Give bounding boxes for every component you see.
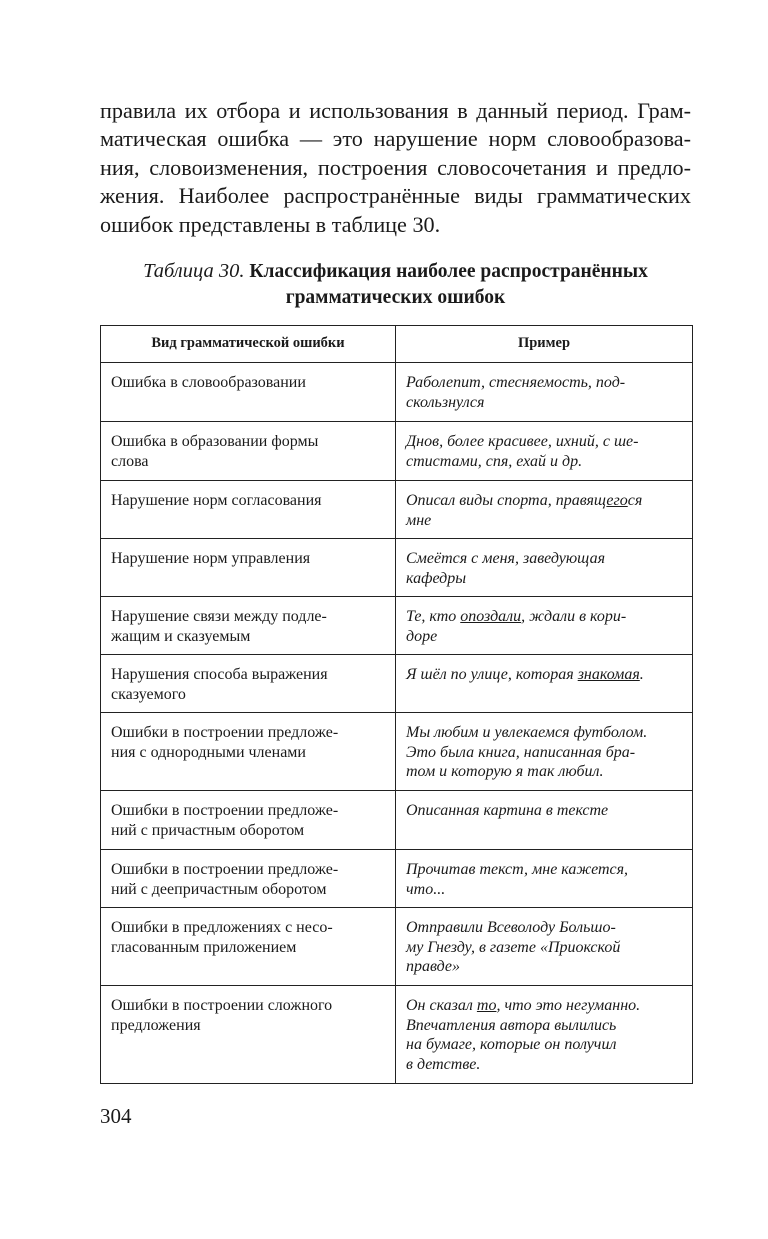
example-underlined-fragment: опоздали bbox=[460, 608, 522, 625]
example-line bbox=[406, 1016, 684, 1036]
table-row bbox=[101, 539, 693, 597]
example-cell bbox=[396, 481, 693, 539]
table-row bbox=[101, 713, 693, 791]
example-fragment: , ждали в кори- bbox=[521, 608, 627, 625]
example-line bbox=[406, 373, 684, 393]
example-fragment: Это была книга, написанная бра- bbox=[406, 743, 636, 761]
intro-paragraph bbox=[100, 97, 691, 239]
error-type-line: Ошибки в предложениях с несо- bbox=[111, 919, 333, 936]
example-cell bbox=[396, 655, 693, 713]
table-row bbox=[101, 850, 693, 908]
error-type-cell bbox=[101, 481, 396, 539]
table-body bbox=[101, 363, 693, 1084]
example-line bbox=[406, 491, 684, 511]
error-type-line: Ошибка в словообразовании bbox=[111, 374, 306, 391]
example-cell bbox=[396, 791, 693, 850]
example-line bbox=[406, 880, 684, 900]
error-type-cell bbox=[101, 986, 396, 1084]
example-line bbox=[406, 627, 684, 647]
error-type-cell bbox=[101, 539, 396, 597]
example-fragment: Мы любим и увлекаемся футболом. bbox=[406, 724, 648, 741]
example-fragment: том и которую я так любил. bbox=[406, 763, 604, 780]
example-line bbox=[406, 918, 684, 938]
example-line bbox=[406, 1055, 684, 1075]
example-fragment: Я шёл по улице, которая bbox=[406, 666, 578, 683]
example-cell bbox=[396, 713, 693, 791]
error-type-line: ния с однородными членами bbox=[111, 743, 306, 761]
example-fragment: Описанная картина в тексте bbox=[406, 802, 609, 819]
error-type-cell bbox=[101, 597, 396, 655]
example-fragment: в детстве. bbox=[406, 1055, 481, 1073]
example-line bbox=[406, 860, 684, 880]
grammar-errors-table bbox=[100, 325, 693, 1084]
table-row bbox=[101, 908, 693, 986]
example-fragment: Отправили Всеволоду Большо- bbox=[406, 919, 616, 936]
table-header-row bbox=[101, 326, 693, 363]
table-row bbox=[101, 986, 693, 1084]
example-line bbox=[406, 996, 684, 1016]
example-fragment: мне bbox=[406, 511, 432, 529]
error-type-line: сказуемого bbox=[111, 685, 186, 703]
example-line bbox=[406, 569, 684, 589]
example-fragment: кафедры bbox=[406, 569, 467, 587]
example-underlined-fragment: знакомая bbox=[577, 666, 640, 683]
example-fragment: му Гнезду, в газете «Приокской bbox=[406, 938, 621, 956]
example-fragment: скользнулся bbox=[406, 393, 485, 411]
example-line bbox=[406, 607, 684, 627]
example-fragment: Впечатления автора вылились bbox=[406, 1016, 617, 1034]
example-fragment: что... bbox=[406, 880, 446, 898]
example-fragment: ся bbox=[627, 492, 643, 509]
page-number: 304 bbox=[100, 1104, 132, 1128]
error-type-line: жащим и сказуемым bbox=[111, 627, 251, 645]
error-type-cell bbox=[101, 850, 396, 908]
example-fragment: доре bbox=[406, 627, 438, 645]
caption-title-line1: Классификация наиболее распространённых bbox=[249, 261, 648, 282]
example-fragment: Описал виды спорта, правящ bbox=[406, 492, 607, 509]
example-line bbox=[406, 801, 684, 821]
example-fragment: Смеётся с меня, заведующая bbox=[406, 550, 606, 567]
intro-line: ошибок представлены в таблице 30. bbox=[100, 211, 441, 237]
error-type-line: Нарушение норм управления bbox=[111, 550, 311, 567]
example-cell bbox=[396, 422, 693, 481]
example-underlined-fragment: его bbox=[606, 492, 628, 509]
error-type-line: слова bbox=[111, 452, 149, 470]
example-line bbox=[406, 665, 684, 685]
error-type-line: Ошибки в построении предложе- bbox=[111, 861, 339, 878]
example-line bbox=[406, 762, 684, 782]
error-type-line: Ошибки в построении предложе- bbox=[111, 802, 339, 819]
example-fragment: Он сказал bbox=[406, 997, 477, 1014]
error-type-line: Нарушения способа выражения bbox=[111, 666, 328, 683]
error-type-line: Нарушение норм согласования bbox=[111, 492, 322, 509]
error-type-line: Нарушение связи между подле- bbox=[111, 608, 327, 625]
error-type-line: ний с деепричастным оборотом bbox=[111, 880, 327, 898]
error-type-cell bbox=[101, 791, 396, 850]
example-line bbox=[406, 1035, 684, 1055]
example-fragment: стистами, спя, ехай и др. bbox=[406, 452, 583, 470]
example-line bbox=[406, 432, 684, 452]
error-type-cell bbox=[101, 655, 396, 713]
error-type-cell bbox=[101, 908, 396, 986]
example-line bbox=[406, 511, 684, 531]
header-error-type: Вид грамматической ошибки bbox=[101, 326, 396, 363]
table-row bbox=[101, 422, 693, 481]
error-type-line: гласованным приложением bbox=[111, 938, 297, 956]
table-row bbox=[101, 597, 693, 655]
example-fragment: Те, кто bbox=[406, 608, 461, 625]
example-line bbox=[406, 957, 684, 977]
error-type-cell bbox=[101, 713, 396, 791]
error-type-cell bbox=[101, 363, 396, 422]
example-fragment: Раболепит, стесняемость, под- bbox=[406, 374, 626, 391]
intro-line: правила их отбора и использования в данный период. Грам- bbox=[100, 98, 691, 123]
example-line bbox=[406, 723, 684, 743]
example-line bbox=[406, 549, 684, 569]
table-row bbox=[101, 655, 693, 713]
example-cell bbox=[396, 539, 693, 597]
table-row bbox=[101, 481, 693, 539]
example-cell bbox=[396, 850, 693, 908]
example-underlined-fragment: то bbox=[476, 997, 497, 1014]
error-type-line: Ошибка в образовании формы bbox=[111, 433, 319, 450]
intro-line: ния, словоизменения, построения словосочетания и предло- bbox=[100, 154, 691, 180]
example-line bbox=[406, 743, 684, 763]
error-type-line: Ошибки в построении предложе- bbox=[111, 724, 339, 741]
example-cell bbox=[396, 597, 693, 655]
caption-title-line2: грамматических ошибок bbox=[285, 287, 506, 308]
example-line bbox=[406, 938, 684, 958]
example-cell bbox=[396, 908, 693, 986]
example-fragment: . bbox=[639, 666, 644, 683]
example-fragment: правде» bbox=[406, 958, 461, 975]
example-fragment: , что это негуманно. bbox=[496, 997, 641, 1014]
error-type-line: предложения bbox=[111, 1016, 201, 1034]
caption-label: Таблица 30. bbox=[143, 260, 245, 282]
example-cell bbox=[396, 363, 693, 422]
header-example: Пример bbox=[396, 326, 693, 363]
example-line bbox=[406, 393, 684, 413]
example-fragment: на бумаге, которые он получил bbox=[406, 1036, 617, 1053]
example-fragment: Прочитав текст, мне кажется, bbox=[406, 861, 629, 878]
example-fragment: Днов, более красивее, ихний, с ше- bbox=[406, 433, 639, 450]
table-row bbox=[101, 791, 693, 850]
error-type-cell bbox=[101, 422, 396, 481]
error-type-line: Ошибки в построении сложного bbox=[111, 997, 333, 1014]
table-caption bbox=[100, 258, 691, 311]
intro-line: жения. Наиболее распространённые виды грамматических bbox=[100, 183, 691, 209]
error-type-line: ний с причастным оборотом bbox=[111, 821, 305, 839]
table-row bbox=[101, 363, 693, 422]
example-cell bbox=[396, 986, 693, 1084]
example-line bbox=[406, 452, 684, 472]
intro-line: матическая ошибка — это нарушение норм словообразова- bbox=[100, 126, 691, 152]
